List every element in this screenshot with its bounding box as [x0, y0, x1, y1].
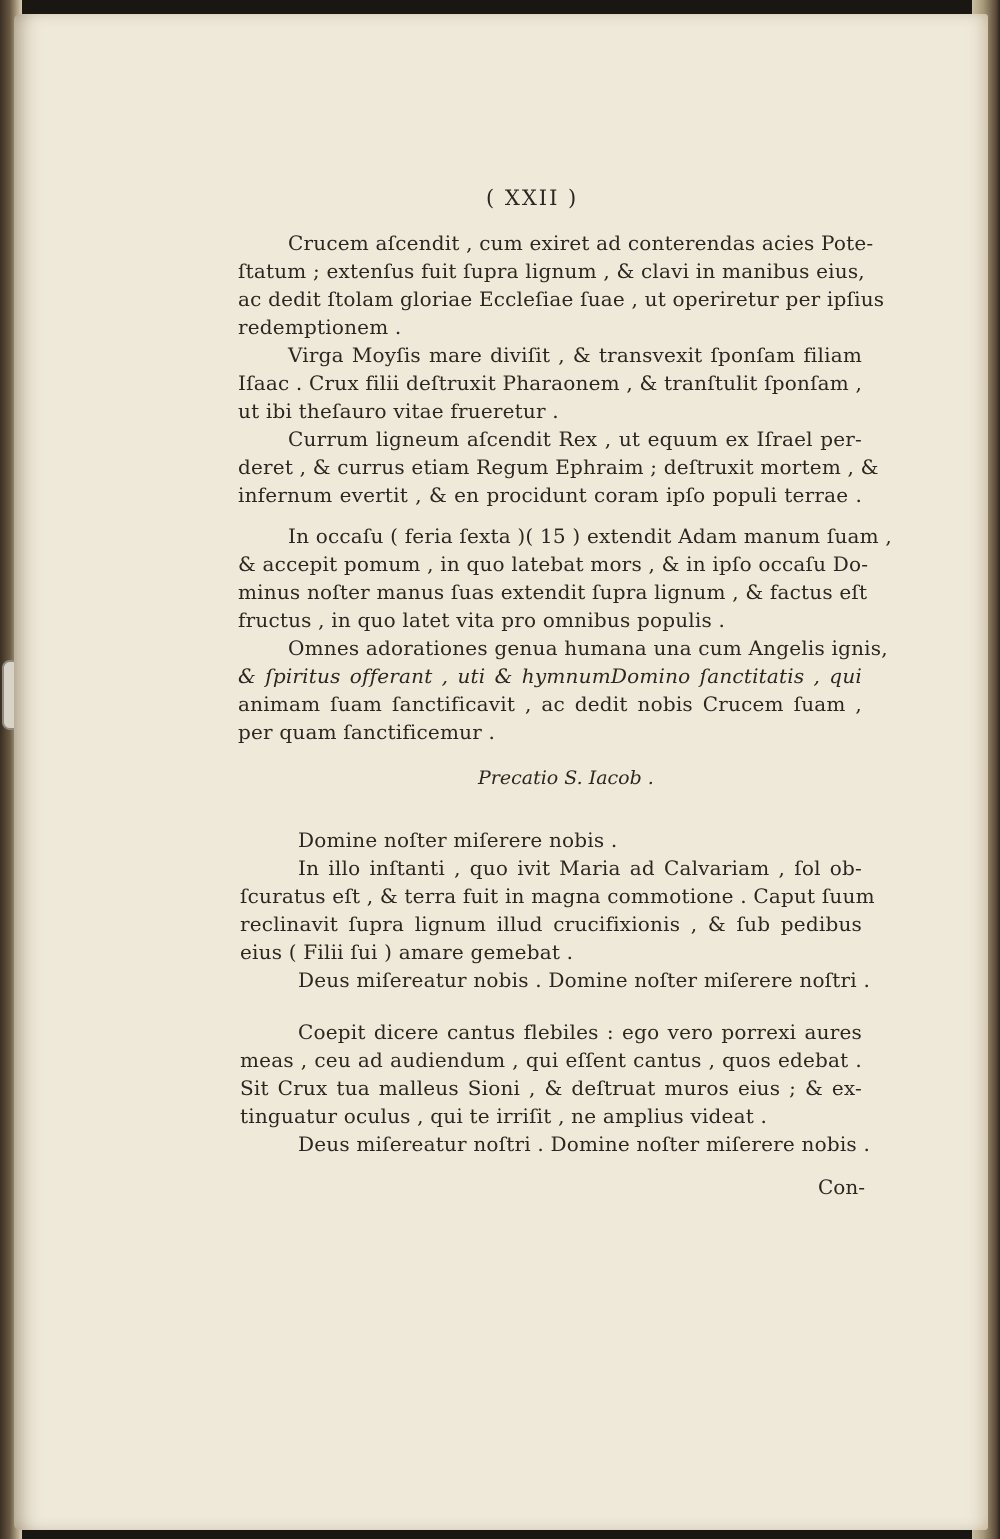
text-line: ac dedit ſtolam gloriae Eccleſiae ſuae , ut operiretur per ipſius — [238, 287, 885, 311]
text-line: Currum ligneum aſcendit Rex , ut equum ex Iſrael per- — [288, 427, 862, 451]
text-line: ſcuratus eſt , & terra fuit in magna commotione . Caput ſuum — [240, 884, 875, 908]
text-line: Omnes adorationes genua humana una cum Angelis ignis, — [288, 636, 888, 660]
text-line: deret , & currus etiam Regum Ephraim ; deſtruxit mortem , & — [238, 455, 879, 479]
text-line: & ſpiritus offerant , uti & hymnumDomino ſanctitatis , qui — [238, 664, 862, 688]
text-line: redemptionem . — [238, 315, 402, 339]
section-heading: Precatio S. Iacob . — [478, 767, 654, 789]
text-line: tinguatur oculus , qui te irriſit , ne amplius videat . — [240, 1104, 768, 1128]
text-line: Crucem aſcendit , cum exiret ad conterendas acies Pote- — [288, 231, 874, 255]
text-line: Deus miſereatur noſtri . Domine noſter miſerere nobis . — [298, 1132, 870, 1156]
text-line: In illo inſtanti , quo ivit Maria ad Calvariam , ſol ob- — [298, 856, 862, 880]
text-line: Coepit dicere cantus flebiles : ego vero porrexi aures — [298, 1020, 862, 1044]
text-line: reclinavit ſupra lignum illud crucifixionis , & ſub pedibus — [240, 912, 862, 936]
text-line: Deus miſereatur nobis . Domine noſter miſerere noſtri . — [298, 968, 870, 992]
text-line: Sit Crux tua malleus Sioni , & deſtruat muros eius ; & ex- — [240, 1076, 862, 1100]
text-line: ut ibi theſauro vitae frueretur . — [238, 399, 559, 423]
text-line: per quam ſanctificemur . — [238, 720, 496, 744]
text-line: fructus , in quo latet vita pro omnibus populis . — [238, 608, 726, 632]
text-line: animam ſuam ſanctificavit , ac dedit nobis Crucem ſuam , — [238, 692, 862, 716]
catchword: Con- — [818, 1175, 865, 1199]
text-line: In occaſu ( feria ſexta )( 15 ) extendit Adam manum ſuam , — [288, 524, 892, 548]
text-line: eius ( Filii ſui ) amare gemebat . — [240, 940, 574, 964]
text-line: ſtatum ; extenſus fuit ſupra lignum , & clavi in manibus eius, — [238, 259, 865, 283]
text-line: & accepit pomum , in quo latebat mors , & in ipſo occaſu Do- — [238, 552, 869, 576]
text-line: minus noſter manus ſuas extendit ſupra lignum , & factus eſt — [238, 580, 868, 604]
text-line: infernum evertit , & en procidunt coram ipſo populi terrae . — [238, 483, 862, 507]
page-header: ( XXII ) — [486, 186, 579, 210]
text-line: Iſaac . Crux filii deſtruxit Pharaonem , & tranſtulit ſponſam , — [238, 371, 863, 395]
text-line: Virga Moyſis mare diviſit , & transvexit ſponſam filiam — [288, 343, 862, 367]
text-line: Domine noſter miſerere nobis . — [298, 828, 618, 852]
text-line: meas , ceu ad audiendum , qui eſſent cantus , quos edebat . — [240, 1048, 862, 1072]
